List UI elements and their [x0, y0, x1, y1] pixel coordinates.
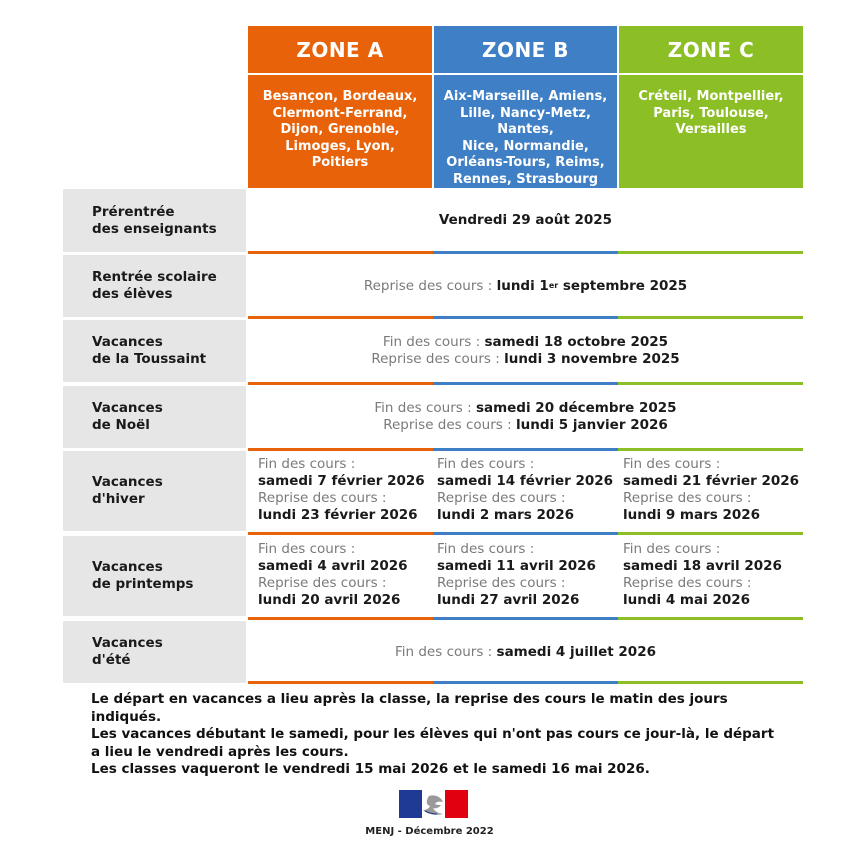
- credit: MENJ - Décembre 2022: [365, 826, 494, 837]
- zone-b-header: ZONE B: [434, 26, 617, 73]
- zone-b-cities: Aix-Marseille, Amiens, Lille, Nancy-Metz, Nantes, Nice, Normandie, Orléans-Tours, Reims, Rennes, Strasbourg: [434, 75, 617, 188]
- zone-a-cities: Besançon, Bordeaux, Clermont-Ferrand, Dijon, Grenoble, Limoges, Lyon, Poitiers: [248, 75, 432, 188]
- row-prerentree: Vendredi 29 août 2025: [438, 212, 613, 228]
- marianne-logo-icon: [399, 790, 468, 818]
- row-ete: Fin des cours : samedi 4 juillet 2026: [394, 643, 656, 660]
- zone-c-cities: Créteil, Montpellier, Paris, Toulouse, Versailles: [619, 75, 803, 188]
- row-label-rentree: Rentrée scolaire des élèves: [63, 255, 246, 317]
- row-label-ete: Vacances d'été: [63, 621, 246, 683]
- hiver-zone-a: Fin des cours : samedi 7 février 2026 Reprise des cours : lundi 23 février 2026: [258, 456, 425, 523]
- row-label-noel: Vacances de Noël: [63, 386, 246, 448]
- row-label-hiver: Vacances d'hiver: [63, 451, 246, 531]
- row-noel: Fin des cours : samedi 20 décembre 2025 Reprise des cours : lundi 5 janvier 2026: [374, 400, 677, 433]
- row-rentree: Reprise des cours : lundi 1er septembre 2025: [363, 277, 688, 294]
- printemps-zone-b: Fin des cours : samedi 11 avril 2026 Reprise des cours : lundi 27 avril 2026: [437, 541, 596, 608]
- printemps-zone-c: Fin des cours : samedi 18 avril 2026 Reprise des cours : lundi 4 mai 2026: [623, 541, 782, 608]
- footnotes: Le départ en vacances a lieu après la classe, la reprise des cours le matin des jours indiqués. Les vacances débutant le samedi, pour les élèves qui n'ont pas cours ce jour-là, le départ a lieu le vendredi après les cours. Les classes vaqueront le vendredi 15 mai 2026 et le samedi 16 mai 2026.: [91, 691, 775, 777]
- zone-a-header: ZONE A: [248, 26, 432, 73]
- row-label-prerentree: Prérentrée des enseignants: [63, 189, 246, 252]
- hiver-zone-b: Fin des cours : samedi 14 février 2026 Reprise des cours : lundi 2 mars 2026: [437, 456, 614, 523]
- row-label-toussaint: Vacances de la Toussaint: [63, 320, 246, 382]
- hiver-zone-c: Fin des cours : samedi 21 février 2026 Reprise des cours : lundi 9 mars 2026: [623, 456, 800, 523]
- printemps-zone-a: Fin des cours : samedi 4 avril 2026 Reprise des cours : lundi 20 avril 2026: [258, 541, 408, 608]
- row-toussaint: Fin des cours : samedi 18 octobre 2025 Reprise des cours : lundi 3 novembre 2025: [371, 334, 680, 367]
- zone-c-header: ZONE C: [619, 26, 803, 73]
- row-label-printemps: Vacances de printemps: [63, 536, 246, 616]
